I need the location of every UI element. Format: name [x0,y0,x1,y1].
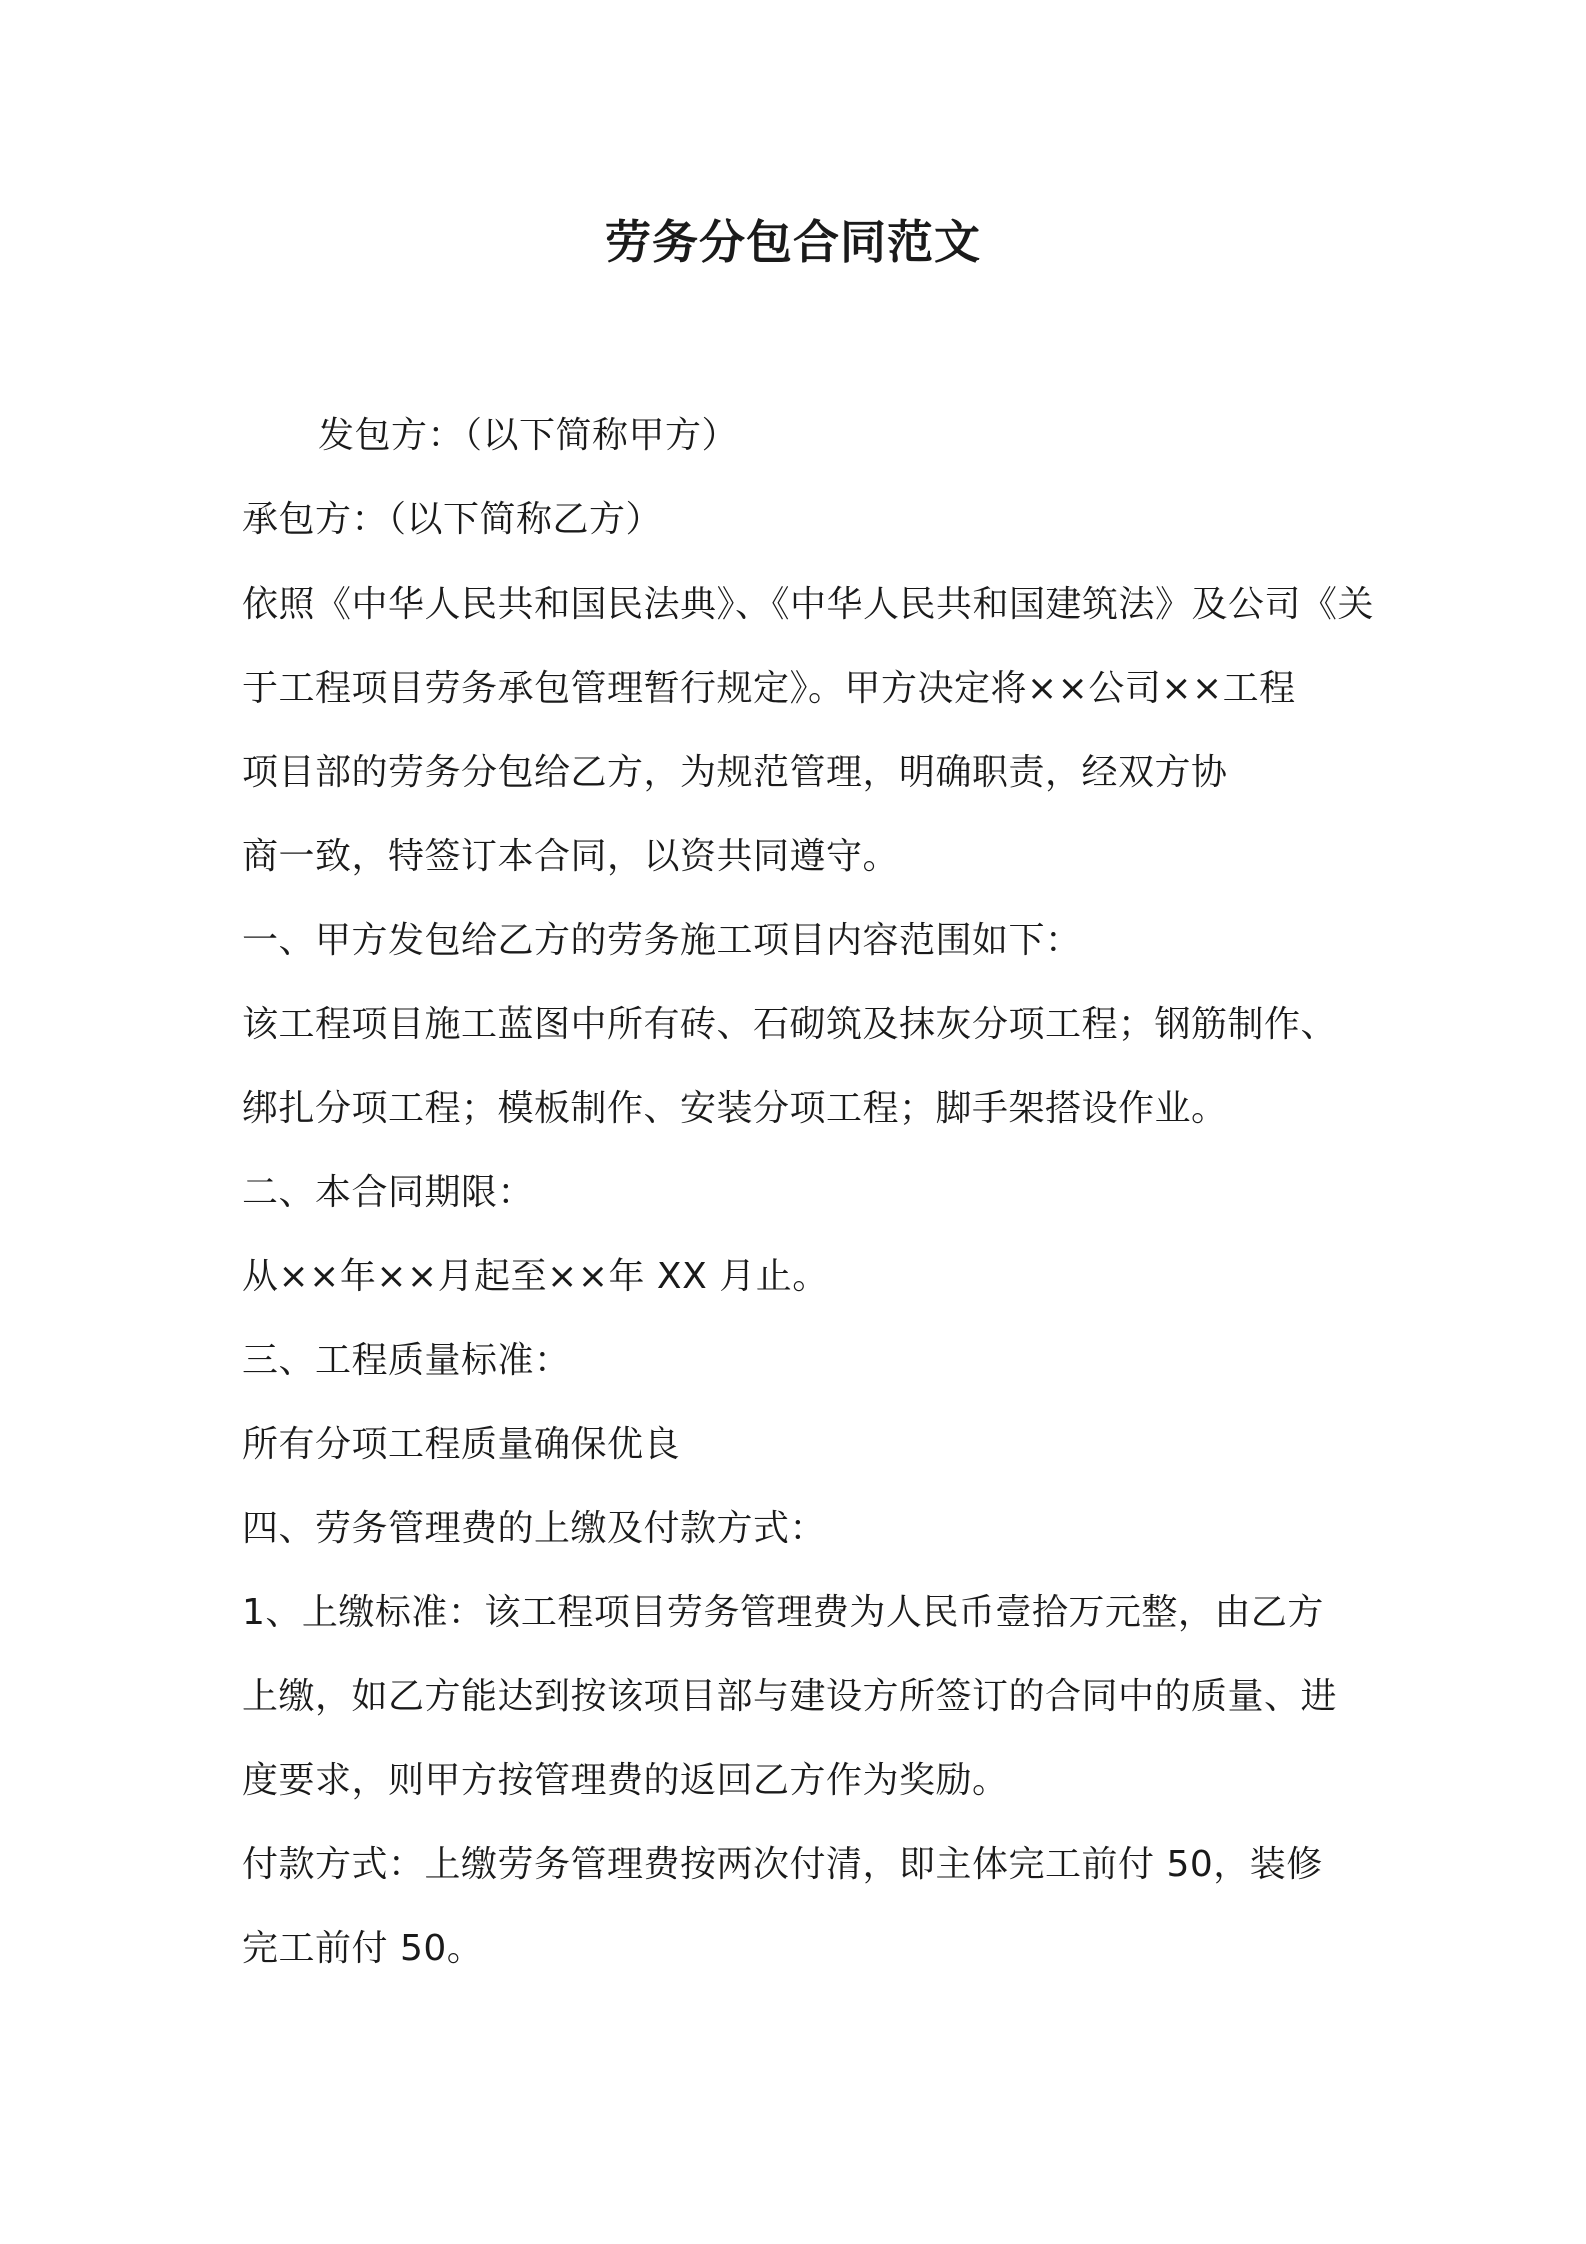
section-1-body-line-2: 绑扎分项工程；模板制作、安装分项工程；脚手架搭设作业。 [242,1088,1228,1129]
section-4-item-1-line-1: 1、上缴标准：该工程项目劳务管理费为人民币壹拾万元整，由乙方 [242,1592,1324,1633]
preamble-line-1: 依照《中华人民共和国民法典》、《中华人民共和国建筑法》及公司《关 [242,584,1375,625]
section-4-heading: 四、劳务管理费的上缴及付款方式： [242,1508,827,1549]
party-a-line: 发包方：（以下简称甲方） [318,415,739,456]
section-4-item-1-line-3: 度要求，则甲方按管理费的返回乙方作为奖励。 [242,1760,1009,1801]
section-3-body: 所有分项工程质量确保优良 [242,1424,681,1465]
section-2-body: 从××年××月起至××年 XX 月止。 [242,1256,829,1297]
section-1-heading: 一、甲方发包给乙方的劳务施工项目内容范围如下： [242,920,1082,961]
preamble-line-4: 商一致，特签订本合同，以资共同遵守。 [242,836,900,877]
preamble-line-2: 于工程项目劳务承包管理暂行规定》。甲方决定将××公司××工程 [242,668,1296,709]
payment-method-line-1: 付款方式：上缴劳务管理费按两次付清，即主体完工前付 50，装修 [242,1844,1323,1885]
section-4-item-1-line-2: 上缴，如乙方能达到按该项目部与建设方所签订的合同中的质量、进 [242,1676,1338,1717]
section-3-heading: 三、工程质量标准： [242,1340,571,1381]
party-b-line: 承包方：（以下简称乙方） [242,499,663,540]
section-1-body-line-1: 该工程项目施工蓝图中所有砖、石砌筑及抹灰分项工程；钢筋制作、 [242,1004,1338,1045]
document-title: 劳务分包合同范文 [605,215,981,269]
preamble-line-3: 项目部的劳务分包给乙方，为规范管理，明确职责，经双方协 [242,752,1228,793]
section-2-heading: 二、本合同期限： [242,1172,535,1213]
payment-method-line-2: 完工前付 50。 [242,1928,484,1969]
